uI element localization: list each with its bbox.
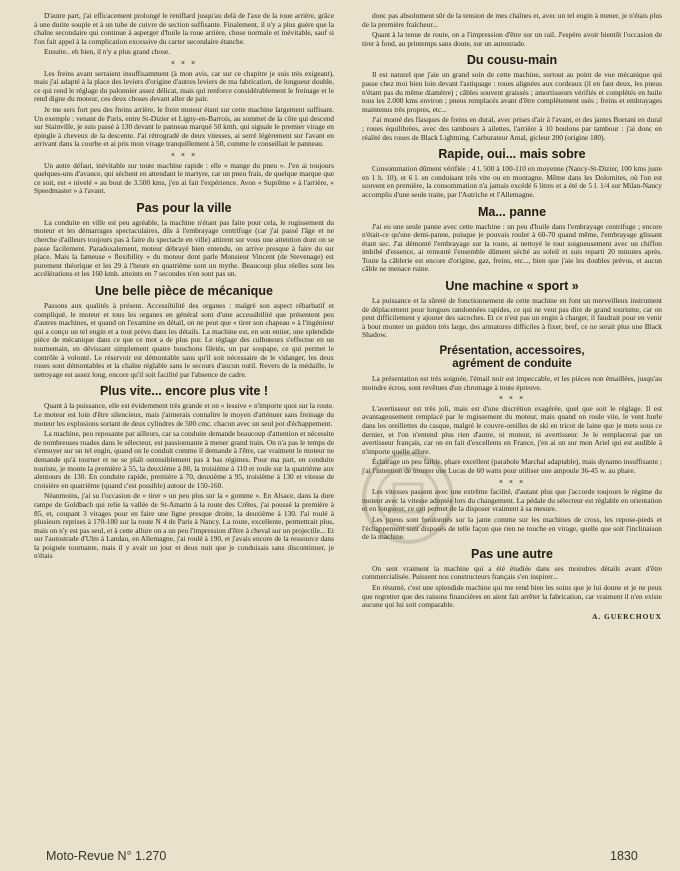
paragraph: J'ai monté des flasques de freins en dural, avec prises d'air à l'avant, et des jantes Borrani en dural ; roues équilibrées, avec des tambours à ailettes, l'arrière à 10 boulons par tambour : j'ai donc en réalité des roues de Black Lightning. Carburateur Amal, gicleur 200 (origine 180). xyxy=(362,115,662,142)
paragraph: Un autre défaut, inévitable sur toute machine rapide : elle « mange du pneu ». J'en ai toujours quelques-uns d'avance, qui sèchent en attendant le martyre, car un pneu frais, de quelque marque que ce soit, est « nivelé » au bout de 3.500 kms, j'en ai fait l'expérience. Avon « Suprême » à l'arrière, « Speedmaster » à l'avant. xyxy=(34,160,334,196)
section-heading-city: Pas pour la ville xyxy=(136,200,232,215)
paragraph: La présentation est très soignée, l'émail noir est impeccable, et les pièces non émaillées, jusqu'au moindre écrou, sont revêtues d'un chromage à toute épreuve. xyxy=(362,374,662,392)
left-column xyxy=(34,12,334,563)
paragraph: Consommation dûment vérifiée : 4 l. 500 à 100-110 en moyenne (Nancy-St-Dizier, 100 kms juste en 1 h. 10), et 6 l. en conduisant très vite ou en montagne. Même dans les Dolomites, où l'on est souvent en première, la consommation n'a jamais excédé 6 litres et a été de 5 l. 1/4 sur Milan-Nancy accomplis d'une seule traite, par l'Autriche et l'Allemagne. xyxy=(362,164,662,199)
paragraph: Les pneus sont boulonnés sur la jante comme sur les machines de cross, les repose-pieds et l'échappement sont disposés de telle façon que rien ne touche en virage, quelle que soit l'inclinaison de la machine. xyxy=(362,514,662,542)
paragraph: On sent vraiment la machine qui a été étudiée dans ses moindres détails avant d'être commercialisée. Puissent nos constructeurs français s'en inspirer... xyxy=(362,563,662,582)
heading-line: agrément de conduite xyxy=(452,358,572,371)
paragraph: La machine, peu reposante par ailleurs, car sa conduite demande beaucoup d'attention et nécessite de nombreuses ruades dans le sélecteur, est passionnante à mener grand train. On n'a pas le temps de s'ennuyer sur un tel engin, quand on le conduit comme il demande à l'être, car vraiment le moteur ne demande qu'à tourner et ne se plaît ostensiblement pas à bas régimes. Pour ma part, en conduite touriste, je monte la première à 55, la deuxième à 80, la troisième à 110 et roule sur la quatrième aux alentours de 130. En conduite rapide, première à 70, deuxième à 95, troisième à 130 et vitesse de croisière en quatrième (quand c'est possible) autour de 150-160. xyxy=(34,429,334,490)
paragraph: Passons aux qualités à présent. Accessibilité des organes : malgré son aspect rébarbatif et compliqué, le moteur et tous les organes en général sont d'une accessibilité que présentent peu d'autres machines, et quand on l'examine en détail, on ne peut que « tirer son chapeau » à l'ingénieur qui a conçu un tel engin et a tout prévu dans les détails. La machine est, en son entier, une splendide pièce de mécanique dans ce que ce mot a de plus pur. Le réglage des culbuteurs s'effectue en un tournemain, en dévissant simplement quatre bouchons filetés, un par soupape, ce qui permet le contrôle à volonté. Le réservoir est démontable sans qu'il soit nécessaire de le vidanger, les deux roues sont démontables et la chaîne réglable sans le secours d'aucun outil. Revers de la médaille, le nettoyage est assez long, encore qu'il soit facilité par l'absence de cadre. xyxy=(34,301,334,379)
paragraph: D'autre part, j'ai efficacement prolongé le reniflard jusqu'au delà de l'axe de la roue arrière, grâce à une durite souple et à un tube de cuivre de section suffisante. Finalement, il n'y a plus guère que la chaîne secondaire qui continue à asperger d'huile la roue arrière, chose normale et inévitable, sauf si l'on fait appel à la complication excessive du carter secondaire étanche. xyxy=(34,11,334,46)
section-heading-speed: Plus vite... encore plus vite ! xyxy=(99,384,269,399)
watermark-logo-icon xyxy=(352,448,464,548)
section-heading-sport: Une machine « sport » xyxy=(445,279,579,294)
section-heading-fast: Rapide, oui... mais sobre xyxy=(438,147,586,162)
heading-line: Présentation, accessoires, xyxy=(439,345,585,358)
section-heading-presentation xyxy=(362,345,662,371)
paragraph: Les freins avant serraient insuffisamment (à mon avis, car sur ce chapitre je suis très exigeant), mais j'ai adapté à la place des leviers d'origine d'autres leviers de ma fabrication, de longueur double, ce qui rend le réglage du palonnier assez délicat, mais qui renforce considérablement le freinage et le rend digne du moteur, ces deux choses devant aller de pair. xyxy=(34,68,334,104)
paragraph: Il est naturel que j'aie un grand soin de cette machine, surtout au point de vue mécanique qui passe chez moi bien loin devant l'astiquage : roues alignées aux cordeaux (il en faut deux, les pneus n'étant pas du même diamètre) ; câbles souvent graissés ; amortisseurs vérifiés et complétés en huile tous les 2.000 kms environ ; pneus remplacés avant d'être complètement usés ; freins et embrayages maintenus très propres, etc... xyxy=(362,70,662,114)
section-heading-other: Pas une autre xyxy=(471,546,553,561)
page-number: 1830 xyxy=(610,849,638,863)
paragraph: donc pas absolument sûr de la tension de mes chaînes et, avec un tel engin à mener, je n'étais plus de la première fraîcheur... xyxy=(362,11,662,29)
section-separator: × × × xyxy=(498,393,526,403)
section-separator: × × × xyxy=(170,149,198,159)
paragraph: La puissance et la sûreté de fonctionnement de cette machine en font un merveilleux instrument de déplacement pour longues randonnées rapides, ce qui ne veut pas dire de grand tourisme, car on peut difficilement y ajouter des sacoches. Et ce n'est pas un engin à charger, il faudrait pour en venir à bout monter un guidon très large, des armatures difficiles à fixer, bref, ce ne serait plus une Black Shadow. xyxy=(362,296,662,340)
author-signature: A. GUERCHOUX xyxy=(592,611,662,621)
paragraph: La conduite en ville est peu agréable, la machine n'étant pas faite pour cela, le rugissement du moteur et les démarrages spectaculaires, dûs à l'embrayage centrifuge (car j'ai passé l'âge et ne cherche d'ailleurs toujours pas à faire du spectacle en ville) attirent sur vous une attention dont on se passe facilement. Paradoxalement, moteur débrayé bien entendu, on arrive presque à faire du sur place. Mais la fameuse « flexibility » du moteur dont parle Monsieur Vincent (de Stevenage) est purement théorique et les 29 à l'heure en quatrième sont un mythe. Beaucoup plus réelles sont les accélérations et les 160 kmh. atteints en 7 secondes n'en sont pas un. xyxy=(34,217,334,279)
paragraph: Quant à la puissance, elle est évidemment très grande et on « lessive » n'importe quoi sur la route. Le moteur est loin d'être silencieux, mais j'aimerais connaître le moyen d'atténuer sans freinage du moteur les explosions sortant de deux cylindres de 500 cmc. chacun avec un seul pot d'échappement. xyxy=(34,401,334,428)
paragraph: Quant à la tenue de route, on a l'impression d'être sur un rail. J'espère avoir bientôt l'occasion de tirer à fond, au printemps sans doute, sur un autostrade. xyxy=(362,30,662,48)
magazine-issue-footer: Moto-Revue N° 1.270 xyxy=(46,849,167,863)
paragraph: Les vitesses passent avec une extrême facilité, d'autant plus que j'accorde toujours le régime du moteur avec la vitesse adoptée lors du changement. La pédale du sélecteur est réglable en orientation et en longueur, ce qui permet de la disposer vraiment à sa mesure. xyxy=(362,487,662,514)
section-heading-mechanics: Une belle pièce de mécanique xyxy=(95,284,273,299)
paragraph: En résumé, c'est une splendide machine qui me rend bien les soins que je lui donne et je ne peux que regretter que des raisons financières en aient fait arrêter la fabrication, car vraiment il n'en existe aucune qui lui soit comparable. xyxy=(362,582,662,610)
section-heading-custom: Du cousu-main xyxy=(466,53,558,68)
section-separator: × × × xyxy=(170,57,198,67)
section-separator: × × × xyxy=(498,476,526,486)
paragraph: Ensuite.. eh bien, il n'y a plus grand chose. xyxy=(44,47,171,57)
paragraph: J'ai eu une seule panne avec cette machine : un peu d'huile dans l'embrayage centrifuge ; encore n'était-ce qu'une demi-panne, puisque je pouvais rouler à 60-70 quand même, l'embrayage glissant étant sec. J'ai démonté l'embrayage sur la route, ai nettoyé le tout soigneusement avec un chiffon imbibé d'essence, ai remonté l'ensemble dûment séché au soleil et suis reparti 20 minutes après. Toute la câblerie est encore d'origine, gaz, freins, etc..., bien que j'aie les doubles prévus, et aucun câble ne menace ruine. xyxy=(362,221,662,274)
section-heading-panne: Ma... panne xyxy=(477,204,547,219)
paragraph: Néanmoins, j'ai su l'occasion de « tirer » un peu plus sur la « gomme ». En Alsace, dans la dure rampe de Goldbach qui relie la vallée de St-Amarin à la route des Crêtes, j'ai poussé la première à 85, et, coupant 3 virages pour en faire une ligne presque droite, la deuxième à 130. J'ai roulé à plusieurs reprises à 170-180 sur la route N 4 de Paris à Nancy. La route, excellente, permettrait plus, mais on n'y est pas seul, et à cette allure on a un peu l'impression d'être à cheval sur un projectile... Et sur l'autostrade d'Ulm à Landau, en Allemagne, j'ai roulé à 190, et j'avais encore de la ressource dans la poignée tournante, mais il y avait un jour et deux nuit que je conduisais sans discontinuer, je n'étais xyxy=(34,491,334,561)
paragraph: Je me sers fort peu des freins arrière, le frein moteur étant sur cette machine largement suffisant. Un exemple : venant de Paris, entre St-Dizier et Ligny-en-Barrois, au sommet de la côte qui descend sur Stainville, je suis passé à 130 devant le panneau marqué 50 kmh. qui signale le premier virage en épingle à cheveux de la descente. J'ai rétrogradé de deux vitesses, ai serré légèrement sur l'avant en arrivant dans la courbe et ai pris mon virage tranquillement à 50, comme le conseillait le panneau. xyxy=(34,104,334,149)
paragraph: Éclairage un peu faible, phare excellent (parabole Marchal adaptable), mais dynamo insuffisante ; j'ai l'intention de monter une Lucas de 60 watts pour utiliser une ampoule 36-45 w. au phare. xyxy=(362,457,662,475)
paragraph: L'avertisseur est très joli, mais est d'une discrétion exagérée, quel que soit le réglage. Il est avantageusement remplacé par le rugissement du moteur, mais quand on roule vite, le vent hurle dans les oreillettes du casque, malgré le couvre-oreilles de ski en tricot de laine que je mets sous ce dernier, et l'on n'entend plus rien d'autre, ni moteur, ni avertisseur. Je le remplacerai par un avertisseur français, car on en fait d'excellents en France, j'en ai un sur mon Ariel qui est audible à n'importe quelle allure. xyxy=(362,403,662,456)
